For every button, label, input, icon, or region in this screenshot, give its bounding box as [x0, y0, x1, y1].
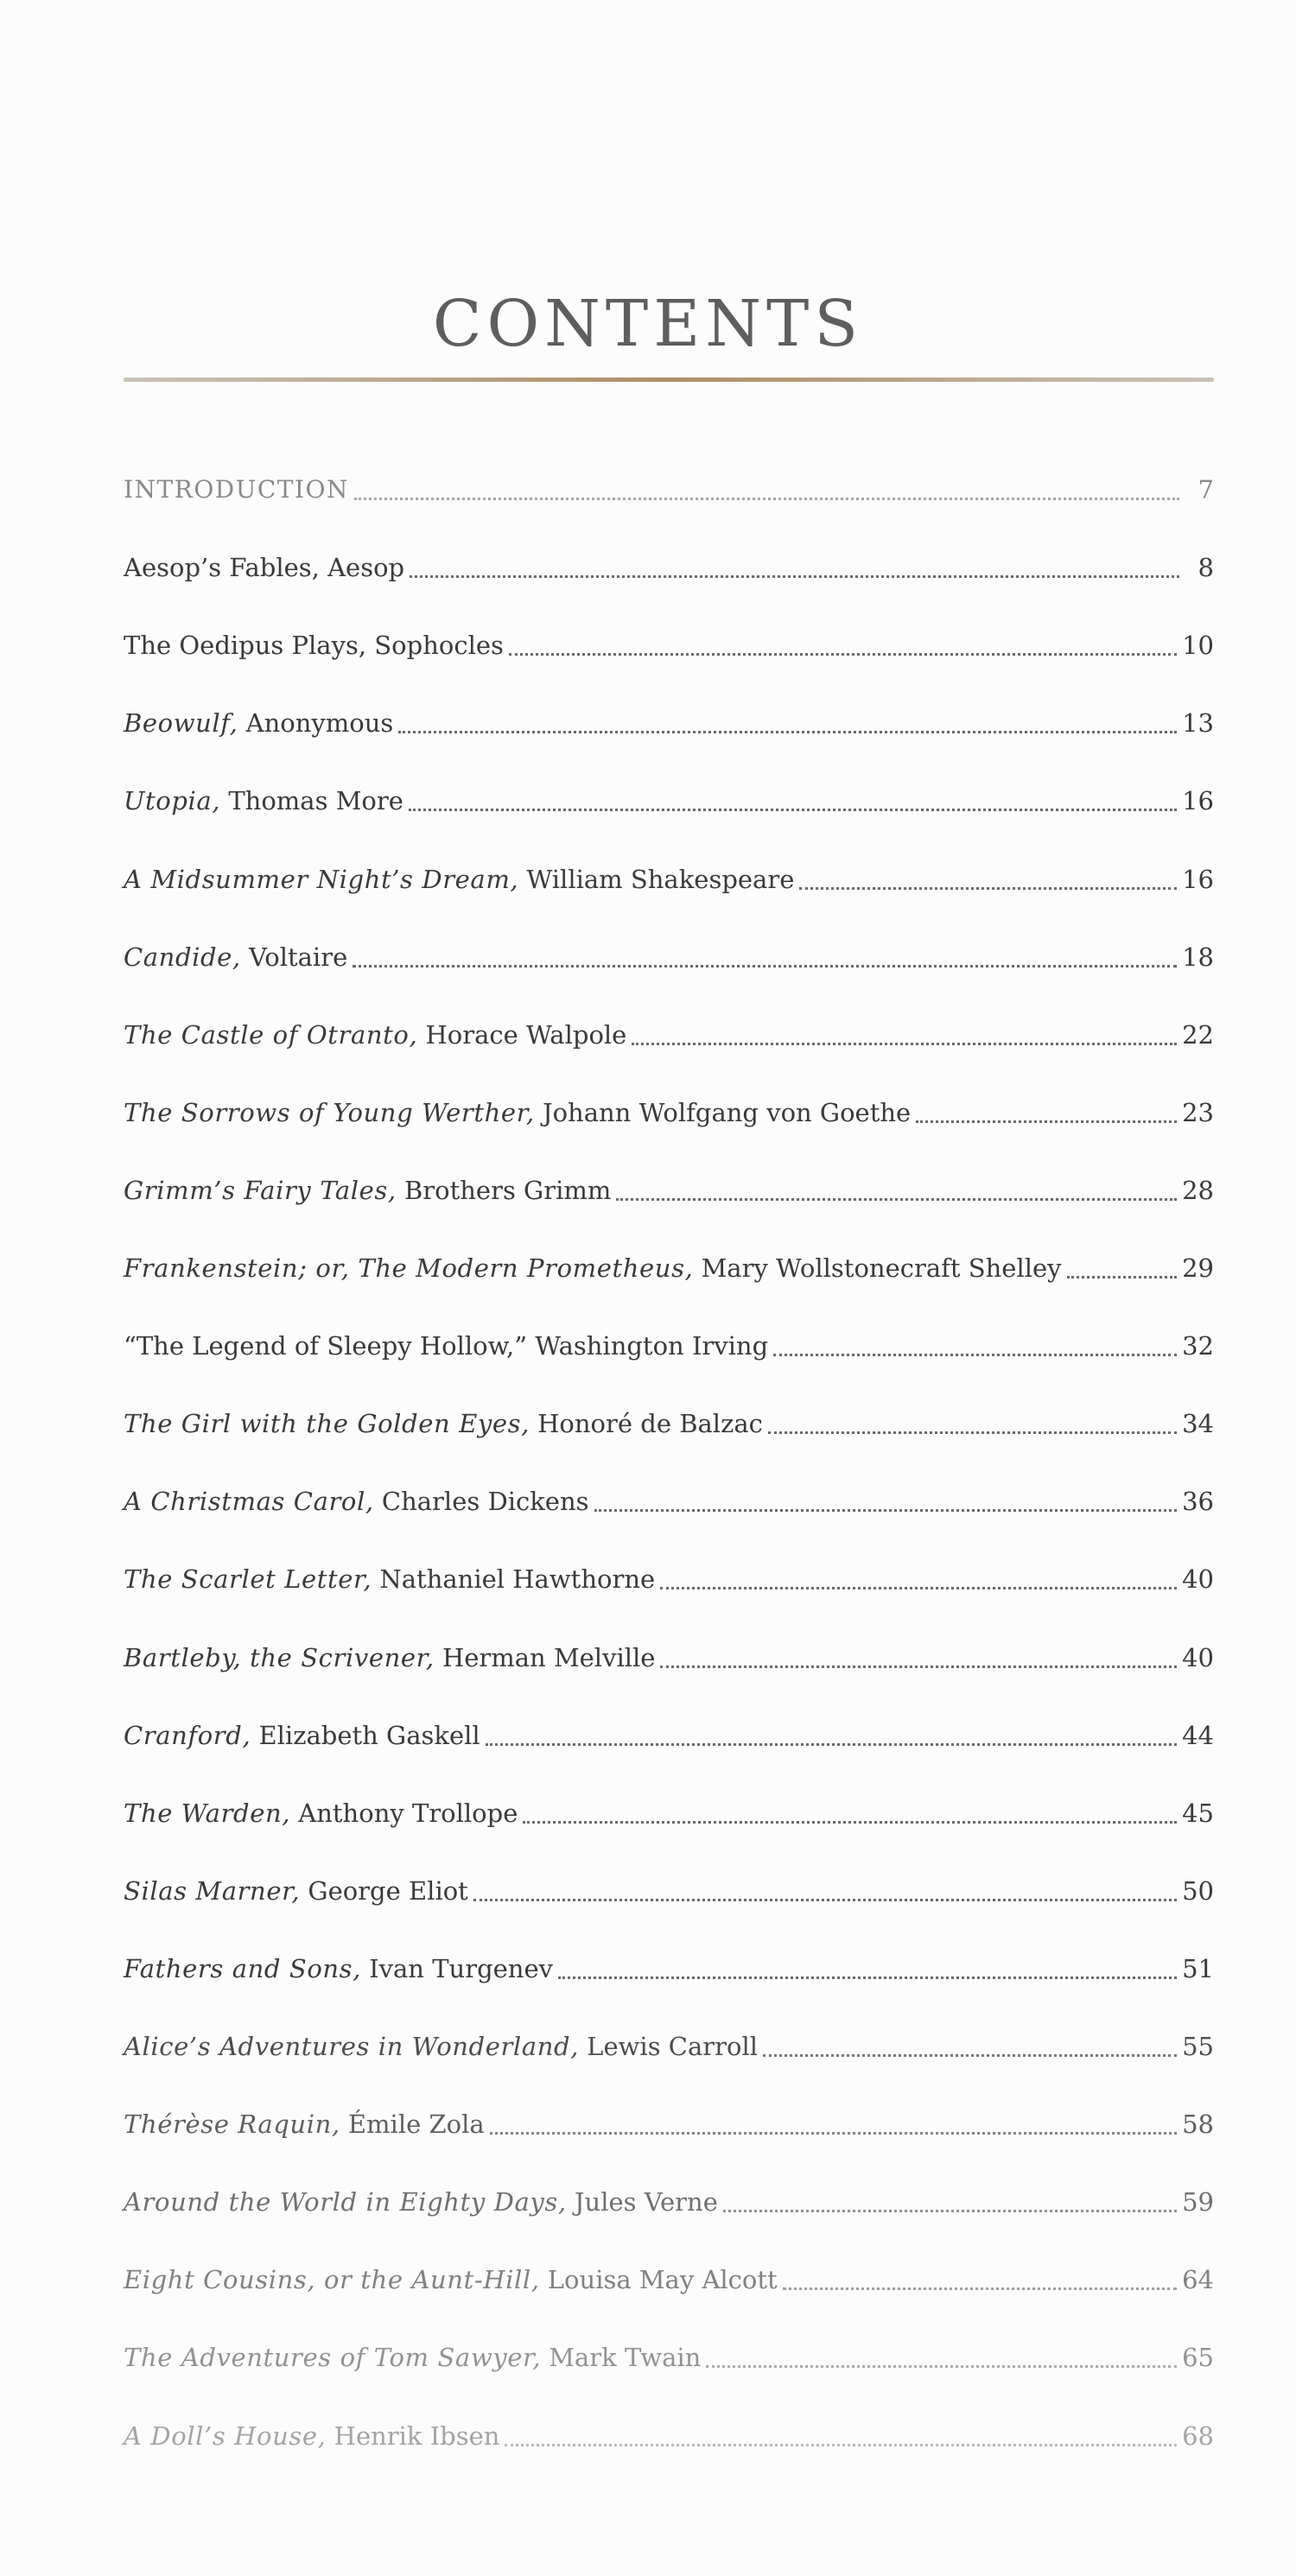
work-author: The Oedipus Plays, Sophocles [124, 631, 504, 661]
toc-entry-text [124, 1950, 553, 1988]
toc-entry-text [124, 2338, 701, 2376]
toc-entry [124, 1950, 1214, 1988]
toc-entry-text [124, 2183, 718, 2221]
work-title: Grimm’s Fairy Tales, [124, 1175, 397, 1205]
dot-leader [353, 965, 1177, 968]
work-title: The Castle of Otranto, [124, 1019, 418, 1050]
work-author: Thomas More [220, 786, 403, 816]
work-title: A Christmas Carol, [124, 1487, 374, 1517]
page-number: 18 [1182, 942, 1214, 972]
toc-entry-text [124, 471, 349, 509]
page-number: 16 [1182, 864, 1214, 894]
work-title: The Girl with the Golden Eyes, [124, 1409, 530, 1439]
page-number: 64 [1182, 2265, 1214, 2295]
dot-leader [490, 2132, 1177, 2135]
work-author: Johann Wolfgang von Goethe [534, 1097, 912, 1127]
dot-leader [783, 2287, 1177, 2290]
toc-entry [124, 1327, 1214, 1365]
page-number: 28 [1182, 1175, 1214, 1205]
toc-entry [124, 1249, 1214, 1287]
toc-entry-introduction [124, 471, 1214, 509]
page-number: 45 [1182, 1798, 1214, 1828]
toc-entry [124, 1560, 1214, 1598]
dot-leader [473, 1899, 1177, 1901]
page-number: 32 [1182, 1331, 1214, 1361]
dot-leader [660, 1587, 1177, 1589]
dot-leader [773, 1354, 1177, 1356]
page-number: 29 [1182, 1253, 1214, 1283]
dot-leader [632, 1043, 1177, 1045]
toc-entry-text [124, 704, 393, 742]
toc-entry [124, 1482, 1214, 1520]
toc-entry [124, 549, 1214, 587]
work-author: Brothers Grimm [396, 1175, 612, 1205]
dot-leader [1067, 1276, 1178, 1278]
toc-entry-text [124, 626, 504, 664]
toc-entry [124, 2338, 1214, 2376]
work-title: Beowulf, [124, 708, 238, 739]
toc-entry-text [124, 1639, 655, 1677]
work-author: George Eliot [300, 1875, 468, 1906]
toc-entry-text [124, 1405, 763, 1443]
work-author: Mark Twain [541, 2343, 702, 2373]
toc-entry-text [124, 782, 403, 820]
work-title: Utopia, [124, 786, 221, 816]
toc-entry-text [124, 938, 347, 976]
page-number: 50 [1182, 1875, 1214, 1906]
toc-entry [124, 938, 1214, 976]
toc-entry-text [124, 549, 404, 587]
work-author: “The Legend of Sleepy Hollow,” Washington Irving [124, 1331, 769, 1361]
toc-entry [124, 2027, 1214, 2065]
dot-leader [558, 1976, 1177, 1979]
work-title: Frankenstein; or, The Modern Prometheus, [124, 1253, 694, 1283]
toc-entry-text [124, 1094, 911, 1132]
work-author: Émile Zola [340, 2110, 485, 2140]
page-number: 8 [1198, 553, 1214, 583]
toc-entry-text [124, 2027, 758, 2065]
page-number: 51 [1182, 1953, 1214, 1983]
page-number: 59 [1182, 2187, 1214, 2218]
work-author: Charles Dickens [373, 1487, 589, 1517]
dot-leader [706, 2365, 1177, 2368]
toc-entry-text [124, 860, 794, 898]
toc-entry-text [124, 1482, 589, 1520]
work-title: The Adventures of Tom Sawyer, [124, 2343, 542, 2373]
dot-leader [410, 575, 1179, 578]
dot-leader [916, 1120, 1177, 1123]
toc-entry-text [124, 1794, 518, 1832]
dot-leader [486, 1743, 1177, 1746]
work-author: Henrik Ibsen [326, 2421, 500, 2451]
toc-entry [124, 1794, 1214, 1832]
page-number: 10 [1182, 631, 1214, 661]
toc-entry [124, 1016, 1214, 1054]
page-number: 40 [1182, 1564, 1214, 1595]
toc-entry-text [124, 1872, 468, 1910]
work-title: Thérèse Raquin, [124, 2110, 340, 2140]
toc-entry-text [124, 2417, 499, 2455]
dot-leader [723, 2210, 1177, 2212]
toc-entry-text [124, 1171, 611, 1209]
toc-entry-text [124, 1327, 768, 1365]
page-number: 23 [1182, 1097, 1214, 1127]
dot-leader [354, 498, 1179, 500]
toc-entry [124, 2105, 1214, 2143]
toc-entry [124, 2417, 1214, 2455]
work-title: A Midsummer Night’s Dream, [124, 864, 519, 894]
work-author: Aesop’s Fables, Aesop [124, 553, 405, 583]
work-title: Around the World in Eighty Days, [124, 2187, 567, 2218]
work-title: Candide, [124, 942, 241, 972]
work-author: Honoré de Balzac [529, 1409, 763, 1439]
work-author: Elizabeth Gaskell [251, 1720, 480, 1750]
toc-entry [124, 860, 1214, 898]
toc-entry [124, 1171, 1214, 1209]
work-title: Bartleby, the Scrivener, [124, 1642, 435, 1672]
dot-leader [660, 1666, 1177, 1668]
table-of-contents [124, 0, 1214, 2576]
dot-leader [768, 1431, 1177, 1434]
toc-entry-text [124, 2261, 778, 2299]
work-author: Louisa May Alcott [539, 2265, 778, 2295]
work-title: The Warden, [124, 1798, 291, 1828]
dot-leader [398, 731, 1177, 733]
toc-entry [124, 1872, 1214, 1910]
toc-entry [124, 1094, 1214, 1132]
toc-entry-text [124, 1560, 655, 1598]
work-author: William Shakespeare [518, 864, 795, 894]
page-number: 40 [1182, 1642, 1214, 1672]
work-author: Horace Walpole [417, 1019, 627, 1050]
toc-entry [124, 2261, 1214, 2299]
work-author: Nathaniel Hawthorne [372, 1564, 656, 1595]
toc-entry [124, 1716, 1214, 1754]
page-number: 22 [1182, 1019, 1214, 1050]
toc-entry-text [124, 1016, 626, 1054]
dot-leader [799, 887, 1177, 890]
work-author: Mary Wollstonecraft Shelley [693, 1253, 1062, 1283]
dot-leader [763, 2054, 1177, 2057]
dot-leader [594, 1509, 1178, 1512]
work-title: Silas Marner, [124, 1875, 301, 1906]
work-author: Herman Melville [434, 1642, 656, 1672]
work-author: Lewis Carroll [578, 2032, 759, 2061]
work-author: Ivan Turgenev [360, 1953, 554, 1983]
work-title: Alice’s Adventures in Wonderland, [124, 2032, 579, 2061]
toc-entry [124, 704, 1214, 742]
work-title: Cranford, [124, 1720, 251, 1750]
page-number: 58 [1182, 2110, 1214, 2140]
toc-entry [124, 2183, 1214, 2221]
dot-leader [523, 1821, 1177, 1824]
work-title: A Doll’s House, [124, 2421, 327, 2451]
work-author: Voltaire [240, 942, 348, 972]
page-number: 55 [1182, 2032, 1214, 2061]
page-number: 44 [1182, 1720, 1214, 1750]
work-title: The Sorrows of Young Werther, [124, 1097, 535, 1127]
work-author: Jules Verne [566, 2187, 718, 2218]
work-title: The Scarlet Letter, [124, 1564, 372, 1595]
page-number: 16 [1182, 786, 1214, 816]
page-number: 65 [1182, 2343, 1214, 2373]
page-number: 13 [1182, 708, 1214, 739]
dot-leader [509, 653, 1177, 656]
toc-entry-text [124, 1249, 1062, 1287]
work-author: Anonymous [238, 708, 394, 739]
toc-entry [124, 1405, 1214, 1443]
toc-entry [124, 1639, 1214, 1677]
work-title: Fathers and Sons, [124, 1953, 361, 1983]
page-title: CONTENTS [432, 287, 864, 361]
page-number: 36 [1182, 1487, 1214, 1517]
dot-leader [409, 809, 1177, 811]
toc-entry [124, 626, 1214, 664]
page-number: 7 [1198, 475, 1214, 504]
toc-entry [124, 782, 1214, 820]
dot-leader [505, 2444, 1177, 2446]
page-number: 68 [1182, 2421, 1214, 2451]
work-author: Anthony Trollope [290, 1798, 518, 1828]
toc-entry-text [124, 1716, 480, 1754]
page-number: 34 [1182, 1409, 1214, 1439]
dot-leader [616, 1198, 1177, 1201]
work-title: INTRODUCTION [124, 475, 349, 504]
work-title: Eight Cousins, or the Aunt-Hill, [124, 2265, 540, 2295]
toc-entry-text [124, 2105, 485, 2143]
